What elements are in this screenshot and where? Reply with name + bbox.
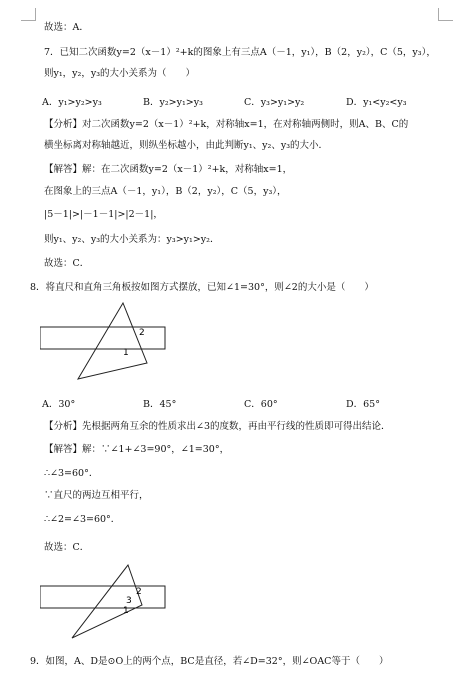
angle-2-label: 2 xyxy=(139,328,145,338)
q8-analysis: 【分析】先根据两角互余的性质求出∠3的度数，再由平行线的性质即可得出结论． xyxy=(44,421,391,432)
q7-option-d: D．y₁<y₂<y₃ xyxy=(346,97,407,108)
q8-option-a: A．30° xyxy=(42,399,76,410)
set-square-triangle xyxy=(78,303,147,379)
q7-solution-line4: 则y₁、y₂、y₃的大小关系为：y₃>y₁>y₂． xyxy=(44,234,220,245)
q7-solution-line3: |5－1|>|－1－1|>|2－1|， xyxy=(44,209,163,220)
angle-2-label-fig2: 2 xyxy=(136,587,142,597)
q8-solution-line3: ∵直尺的两边互相平行， xyxy=(44,490,149,501)
q8-option-c: C．60° xyxy=(244,399,278,410)
q8-stem: 8．将直尺和直角三角板按如图方式摆放，已知∠1=30°，则∠2的大小是（ ） xyxy=(30,282,374,293)
q8-solution-line4: ∴∠2=∠3=60°． xyxy=(44,514,121,525)
q8-figure-ruler-triangle xyxy=(40,301,170,381)
q8-solution-figure xyxy=(40,563,170,643)
q9-stem: 9．如图，A、D是⊙O上的两个点，BC是直径，若∠D=32°，则∠OAC等于（ ） xyxy=(30,656,389,667)
ruler-rect-2 xyxy=(40,586,165,608)
angle-1-label-fig2: 1 xyxy=(123,606,129,616)
angle-1-label: 1 xyxy=(123,348,129,358)
page-corner-mark-right xyxy=(438,8,453,21)
q7-analysis-line1: 【分析】对二次函数y=2（x－1）²+k，对称轴x=1，在对称轴两侧时，则A、B、C的 xyxy=(44,119,409,130)
q7-option-a: A．y₁>y₂>y₃ xyxy=(42,97,102,108)
q7-solution-line1: 【解答】解：在二次函数y=2（x－1）²+k，对称轴x=1， xyxy=(44,164,293,175)
angle-3-label-fig2: 3 xyxy=(126,596,132,606)
q8-solution-line2: ∴∠3=60°． xyxy=(44,468,99,479)
q7-answer: 故选：C． xyxy=(44,258,90,269)
page-corner-mark-left xyxy=(21,8,36,21)
q7-option-c: C．y₃>y₁>y₂ xyxy=(244,97,305,108)
q7-stem-line2: 则y₁，y₂，y₃的大小关系为（ ） xyxy=(44,68,196,79)
q8-answer: 故选：C． xyxy=(44,542,90,553)
q7-stem-line1: 7．已知二次函数y=2（x－1）²+k的图象上有三点A（－1，y₁），B（2，y₂），C（5，y₃）， xyxy=(44,47,436,58)
q7-analysis-line2: 横坐标离对称轴越近，则纵坐标越小，由此判断y₁、y₂、y₃的大小． xyxy=(44,140,329,151)
q8-option-d: D．65° xyxy=(346,399,380,410)
q8-solution-line1: 【解答】解：∵∠1+∠3=90°，∠1=30°， xyxy=(44,444,230,455)
q6-answer: 故选：A． xyxy=(44,22,89,33)
q7-option-b: B．y₂>y₁>y₃ xyxy=(143,97,203,108)
q8-option-b: B．45° xyxy=(143,399,177,410)
q7-solution-line2: 在图象上的三点A（－1，y₁），B（2，y₂），C（5，y₃）， xyxy=(44,186,287,197)
